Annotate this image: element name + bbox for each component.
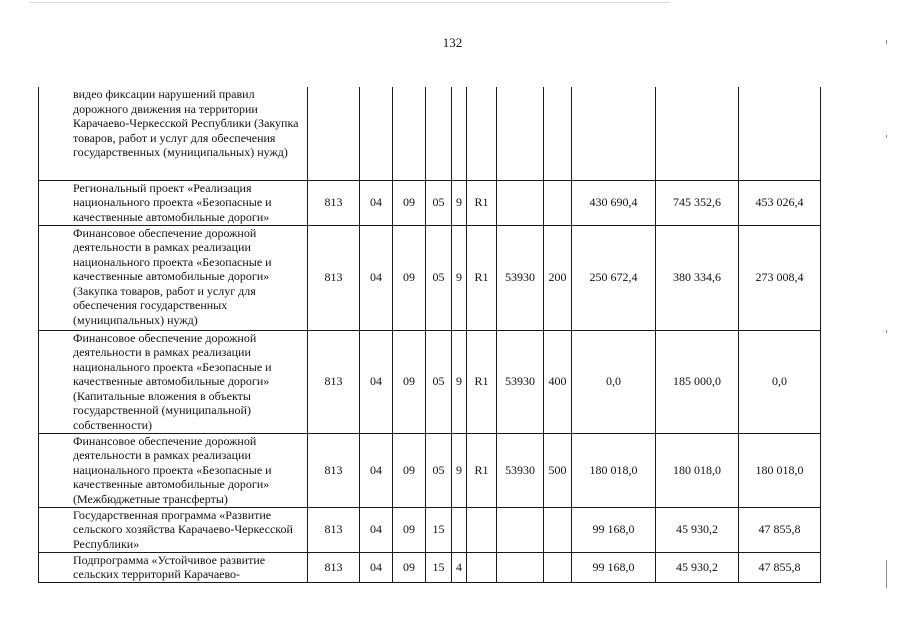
cell-cs2: 9 <box>452 433 467 507</box>
cell-pr: 09 <box>393 552 426 582</box>
cell-vr: 400 <box>544 330 572 433</box>
cell-y1: 0,0 <box>572 330 656 433</box>
cell-cs1 <box>426 87 452 180</box>
cell-cs2 <box>452 507 467 552</box>
cell-cs3: R1 <box>467 225 497 330</box>
cell-y3: 453 026,4 <box>739 180 821 225</box>
table-row <box>39 330 821 433</box>
cell-pr: 09 <box>393 225 426 330</box>
cell-y2: 185 000,0 <box>656 330 739 433</box>
cell-cs1: 05 <box>426 433 452 507</box>
scan-speck <box>886 135 887 138</box>
cell-ved: 813 <box>308 180 360 225</box>
cell-pr: 09 <box>393 507 426 552</box>
cell-y1: 180 018,0 <box>572 433 656 507</box>
cell-cs4: 53930 <box>497 433 544 507</box>
table-row <box>39 87 821 180</box>
cell-rz <box>360 87 393 180</box>
cell-pr <box>393 87 426 180</box>
cell-y1: 99 168,0 <box>572 507 656 552</box>
cell-y3: 47 855,8 <box>739 507 821 552</box>
cell-name: Финансовое обеспечение дорожной деятельности в рамках реализации национального проекта «Безопасные и качественные автомобильные дороги» (Капитальные вложения в объекты государственной (муниципальной) собственности) <box>39 330 308 433</box>
cell-name: Государственная программа «Развитие сельского хозяйства Карачаево-Черкесской Республики» <box>39 507 308 552</box>
cell-ved: 813 <box>308 225 360 330</box>
cell-vr <box>544 87 572 180</box>
cell-cs4: 53930 <box>497 225 544 330</box>
page-number: 132 <box>442 35 463 50</box>
cell-ved: 813 <box>308 330 360 433</box>
cell-cs3 <box>467 507 497 552</box>
table-row <box>39 225 821 330</box>
cell-y3: 0,0 <box>739 330 821 433</box>
cell-cs1: 05 <box>426 330 452 433</box>
cell-cs2 <box>452 87 467 180</box>
cell-y1 <box>572 87 656 180</box>
table-row <box>39 507 821 552</box>
cell-cs1: 05 <box>426 180 452 225</box>
cell-cs2: 9 <box>452 330 467 433</box>
cell-vr: 500 <box>544 433 572 507</box>
cell-rz: 04 <box>360 330 393 433</box>
cell-y2 <box>656 87 739 180</box>
cell-cs3: R1 <box>467 330 497 433</box>
table-row <box>39 552 821 582</box>
cell-vr <box>544 180 572 225</box>
cell-name: Финансовое обеспечение дорожной деятельности в рамках реализации национального проекта «Безопасные и качественные автомобильные дороги» (Межбюджетные трансферты) <box>39 433 308 507</box>
cell-vr <box>544 552 572 582</box>
cell-name: Подпрограмма «Устойчивое развитие сельских территорий Карачаево- <box>39 552 308 582</box>
cell-y3: 273 008,4 <box>739 225 821 330</box>
cell-rz: 04 <box>360 433 393 507</box>
cell-y2: 380 334,6 <box>656 225 739 330</box>
cell-rz: 04 <box>360 507 393 552</box>
cell-ved: 813 <box>308 507 360 552</box>
table-row <box>39 180 821 225</box>
cell-cs4: 53930 <box>497 330 544 433</box>
cell-ved: 813 <box>308 433 360 507</box>
cell-y1: 430 690,4 <box>572 180 656 225</box>
scan-speck <box>886 560 887 588</box>
scan-speck <box>886 40 887 44</box>
cell-vr: 200 <box>544 225 572 330</box>
cell-name: Финансовое обеспечение дорожной деятельности в рамках реализации национального проекта «Безопасные и качественные автомобильные дороги» (Закупка товаров, работ и услуг для обеспечения государственных (муниципальных) нужд) <box>39 225 308 330</box>
scan-speck <box>886 330 887 333</box>
cell-cs1: 05 <box>426 225 452 330</box>
cell-y3: 47 855,8 <box>739 552 821 582</box>
cell-cs3 <box>467 87 497 180</box>
cell-name: Региональный проект «Реализация национального проекта «Безопасные и качественные автомобильные дороги» <box>39 180 308 225</box>
cell-rz: 04 <box>360 552 393 582</box>
cell-y1: 99 168,0 <box>572 552 656 582</box>
cell-cs4 <box>497 552 544 582</box>
cell-pr: 09 <box>393 180 426 225</box>
cell-cs4 <box>497 87 544 180</box>
cell-y2: 180 018,0 <box>656 433 739 507</box>
cell-cs1: 15 <box>426 552 452 582</box>
cell-vr <box>544 507 572 552</box>
cell-name: видео фиксации нарушений правил дорожного движения на территории Карачаево-Черкесской Республики (Закупка товаров, работ и услуг для обеспечения государственных (муниципальных) нужд) <box>39 87 308 180</box>
cell-cs4 <box>497 180 544 225</box>
cell-rz: 04 <box>360 180 393 225</box>
table-row <box>39 433 821 507</box>
cell-rz: 04 <box>360 225 393 330</box>
cell-pr: 09 <box>393 330 426 433</box>
cell-cs2: 4 <box>452 552 467 582</box>
scan-top-edge <box>30 2 670 3</box>
cell-cs3: R1 <box>467 433 497 507</box>
cell-cs1: 15 <box>426 507 452 552</box>
cell-cs3 <box>467 552 497 582</box>
cell-ved <box>308 87 360 180</box>
cell-y3 <box>739 87 821 180</box>
cell-y3: 180 018,0 <box>739 433 821 507</box>
cell-cs4 <box>497 507 544 552</box>
cell-cs2: 9 <box>452 225 467 330</box>
cell-y2: 45 930,2 <box>656 507 739 552</box>
cell-y2: 745 352,6 <box>656 180 739 225</box>
cell-pr: 09 <box>393 433 426 507</box>
cell-y2: 45 930,2 <box>656 552 739 582</box>
cell-y1: 250 672,4 <box>572 225 656 330</box>
cell-cs2: 9 <box>452 180 467 225</box>
cell-ved: 813 <box>308 552 360 582</box>
budget-table <box>38 87 821 583</box>
cell-cs3: R1 <box>467 180 497 225</box>
